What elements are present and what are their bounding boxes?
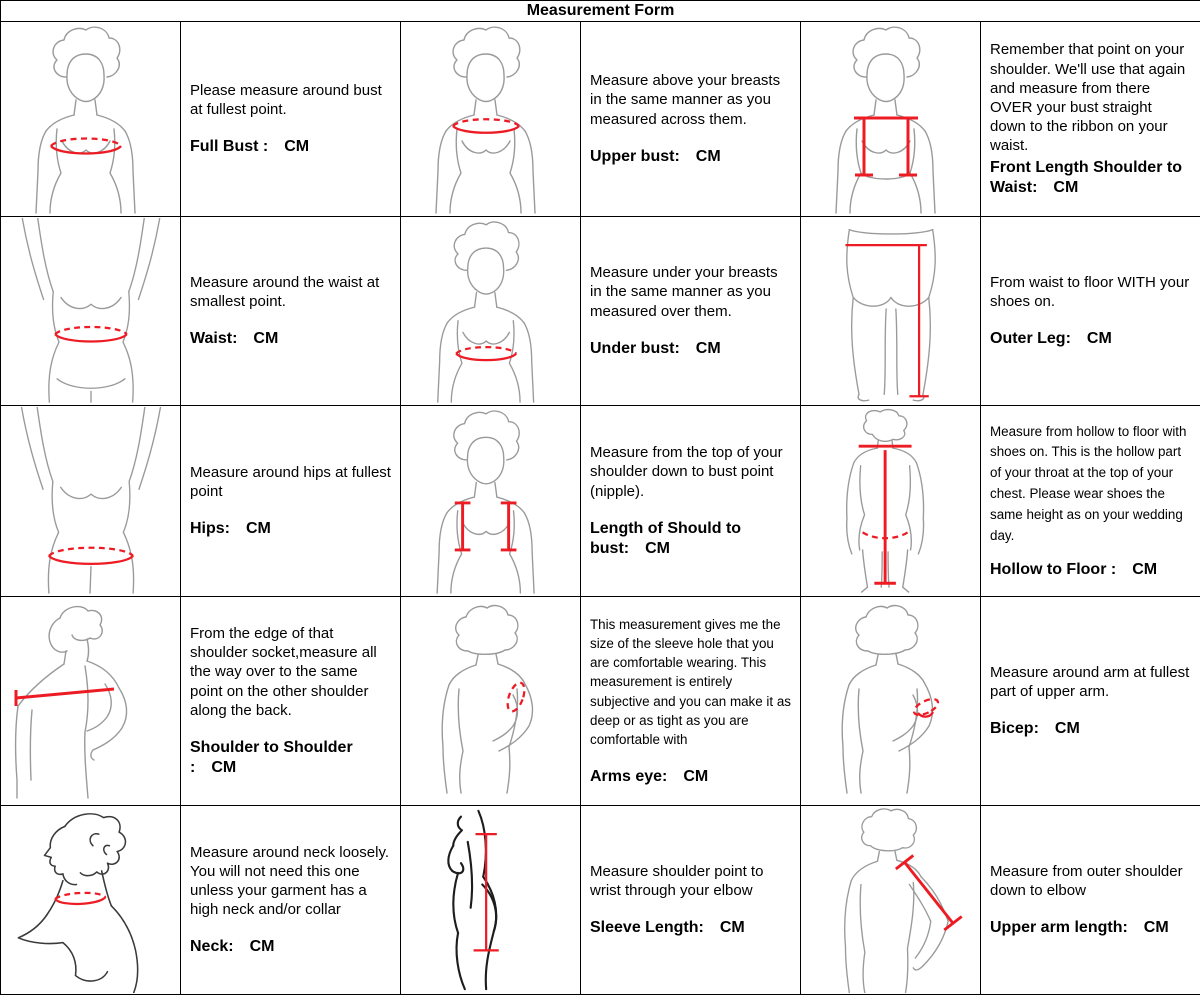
unit-text: CM — [683, 767, 709, 785]
unit-text: CM — [645, 539, 670, 557]
front-length-text-cell — [981, 22, 1200, 217]
shoulder-to-shoulder-cell — [1, 597, 181, 806]
instruction-text: Measure around arm at fullest part of upper arm. — [990, 663, 1190, 700]
row-neck — [1, 806, 1200, 995]
label-text: Length of Should to bust: — [590, 519, 742, 557]
bicep-cell — [801, 597, 981, 806]
instruction-text: This measurement gives me the size of the sleeve hole that you are comfortable wearing. This measurement is entirely subjective and you can make it as deep or as tight as you are comfortable with — [590, 617, 791, 747]
arms-eye-figure — [402, 598, 580, 804]
label-text: Arms eye: — [590, 767, 668, 785]
instruction-text: From the edge of that shoulder socket,measure all the way over to the same point on the other shoulder along the back. — [190, 625, 377, 719]
under-bust-cell — [401, 217, 581, 406]
waist-text-cell — [181, 217, 401, 406]
full-bust-cell — [1, 22, 181, 217]
instruction-text: Measure around hips at fullest point — [190, 463, 391, 500]
measurement-label — [990, 329, 1191, 349]
unit-text: CM — [719, 919, 745, 937]
label-text: Shoulder to Shoulder : — [190, 738, 353, 776]
unit-text: CM — [246, 520, 271, 538]
shoulder-to-shoulder-figure — [2, 598, 180, 804]
measurement-label — [990, 560, 1191, 580]
label-text: Hips: — [190, 520, 230, 538]
outer-leg-figure — [802, 218, 980, 404]
label-text: Front Length Shoulder to Waist: — [990, 158, 1182, 196]
upper-bust-figure — [402, 23, 580, 215]
label-text: Upper bust: — [590, 147, 680, 165]
waist-cell — [1, 217, 181, 406]
upper-bust-text-cell — [581, 22, 801, 217]
upper-arm-length-figure — [802, 807, 980, 993]
unit-text: CM — [1053, 178, 1079, 196]
instruction-text: Measure under your breasts in the same manner as you measured over them. — [590, 264, 778, 320]
unit-text: CM — [284, 138, 310, 156]
unit-text: CM — [253, 330, 279, 348]
upper-arm-length-text-cell — [981, 806, 1200, 995]
instruction-text: Please measure around bust at fullest point. — [190, 81, 382, 118]
outer-leg-text-cell — [981, 217, 1200, 406]
label-text: Outer Leg: — [990, 330, 1071, 348]
under-bust-text-cell — [581, 217, 801, 406]
form-header-row — [1, 1, 1200, 22]
front-length-figure — [802, 23, 980, 215]
hollow-to-floor-cell — [801, 406, 981, 597]
neck-figure — [2, 807, 180, 993]
instruction-text: Remember that point on your shoulder. We'll use that again and measure from there OVER your bust straight down to the ribbon on your waist. — [990, 41, 1186, 155]
instruction-text: Measure from hollow to floor with shoes on. This is the hollow part of your throat at the top of your chest. Please wear shoes the same height as on your wedding day. — [990, 423, 1187, 543]
form-title: Measurement Form — [526, 2, 675, 19]
row-waist — [1, 217, 1200, 406]
upper-bust-cell — [401, 22, 581, 217]
label-text: Full Bust : — [190, 138, 269, 156]
shoulder-to-shoulder-text-cell — [181, 597, 401, 806]
sleeve-length-text-cell — [581, 806, 801, 995]
full-bust-figure — [2, 23, 180, 215]
label-text: Hollow to Floor : — [990, 561, 1117, 579]
unit-text: CM — [211, 758, 237, 776]
arms-eye-text-cell — [581, 597, 801, 806]
unit-text: CM — [695, 147, 721, 165]
full-bust-text-cell — [181, 22, 401, 217]
instruction-text: Measure shoulder point to wrist through your elbow — [590, 862, 764, 899]
under-bust-figure — [402, 218, 580, 404]
instruction-text: Measure above your breasts in the same manner as you measured across them. — [590, 72, 781, 128]
label-text: Under bust: — [590, 339, 680, 357]
instruction-text: Measure around the waist at smallest point. — [190, 273, 380, 310]
instruction-text: Measure from the top of your shoulder down to bust point (nipple). — [590, 444, 783, 500]
measurement-label — [590, 918, 791, 938]
shoulder-to-bust-cell — [401, 406, 581, 597]
front-length-cell — [801, 22, 981, 217]
bicep-text-cell — [981, 597, 1200, 806]
instruction-text: Measure from outer shoulder down to elbow — [990, 862, 1183, 899]
shoulder-to-bust-text-cell — [581, 406, 801, 597]
label-text: Waist: — [190, 330, 238, 348]
unit-text: CM — [1086, 330, 1112, 348]
measurement-label — [590, 339, 791, 359]
measurement-label — [190, 738, 391, 778]
shoulder-to-bust-figure — [402, 407, 580, 595]
measurement-label — [190, 137, 391, 157]
waist-figure — [2, 218, 180, 404]
unit-text: CM — [1132, 561, 1158, 579]
hips-figure — [2, 407, 180, 595]
measurement-label — [190, 519, 391, 539]
measurement-label — [990, 158, 1191, 198]
unit-text: CM — [1054, 720, 1080, 738]
arms-eye-cell — [401, 597, 581, 806]
measurement-label — [990, 918, 1191, 938]
hips-cell — [1, 406, 181, 597]
upper-arm-length-cell — [801, 806, 981, 995]
unit-text: CM — [249, 938, 275, 956]
neck-cell — [1, 806, 181, 995]
measurement-label — [990, 719, 1191, 739]
measurement-label — [190, 329, 391, 349]
outer-leg-cell — [801, 217, 981, 406]
hips-text-cell — [181, 406, 401, 597]
label-text: Upper arm length: — [990, 919, 1128, 937]
label-text: Bicep: — [990, 720, 1039, 738]
label-text: Neck: — [190, 938, 234, 956]
instruction-text: Measure around neck loosely. You will not need this one unless your garment has a high neck and/or collar — [190, 843, 389, 919]
unit-text: CM — [695, 339, 721, 357]
measurement-label — [590, 147, 791, 167]
instruction-text: From waist to floor WITH your shoes on. — [990, 273, 1190, 310]
sleeve-length-figure — [402, 807, 580, 993]
measurement-label — [590, 519, 791, 559]
row-full-bust — [1, 22, 1200, 217]
bicep-figure — [802, 598, 980, 804]
row-hips — [1, 406, 1200, 597]
label-text: Sleeve Length: — [590, 919, 704, 937]
hollow-to-floor-figure — [802, 407, 980, 595]
measurement-label — [190, 937, 391, 957]
measurement-label — [590, 767, 791, 787]
row-shoulder-to-shoulder — [1, 597, 1200, 806]
form-title-cell — [1, 1, 1200, 22]
hollow-to-floor-text-cell — [981, 406, 1200, 597]
unit-text: CM — [1143, 919, 1169, 937]
sleeve-length-cell — [401, 806, 581, 995]
neck-text-cell — [181, 806, 401, 995]
